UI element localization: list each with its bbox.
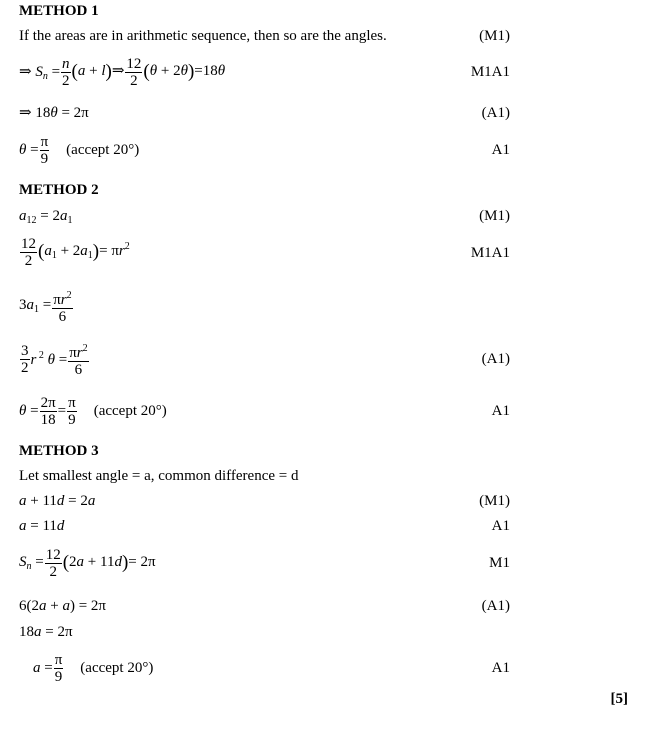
method-1-line-1: If the areas are in arithmetic sequence, then so are the angles. [19,28,387,44]
method-2-theta-result: θ = $\frac{2\pi}{18}$ = $\frac{\pi}{9}$ (accept 20°) [19,394,167,428]
method-2-line-3: $3a_1$ = $\frac{\pi r^2}{6}$ [19,289,72,325]
method-3-line-3: a = 11d [19,518,65,534]
method-3-line-2: a + 11d = 2a [19,493,96,509]
mark: (M1) [479,208,510,224]
mark: A1 [491,518,510,534]
method-3-a-result: a = $\frac{\pi}{9}$ (accept 20°) [33,651,154,685]
mark: A1 [491,142,510,158]
method-2-line-1: $a_{12} = 2a_1$ [19,208,73,226]
method-2-line-2: $\frac{12}{2}$ $(a_1 + 2a_1)= \pi r^2$ [21,235,130,269]
mark: (A1) [481,105,510,121]
mark: (M1) [479,28,510,44]
mark: (A1) [481,598,510,614]
mark: A1 [491,403,510,419]
method-2-line-4: $\frac{3}{2}$ r $^2$ θ = $\frac{\pi r^2}{6}$ [21,342,88,378]
method-2-heading: METHOD 2 [19,182,99,198]
mark: M1 [489,555,510,571]
method-3-sum-equation: $S_n$ = $\frac{12}{2}$ (2a + 11d)= 2π [19,546,156,580]
method-3-line-5: 6(2a + a) = 2π [19,598,106,614]
method-1-heading: METHOD 1 [19,3,99,19]
mark: A1 [491,660,510,676]
mark: M1A1 [470,245,510,261]
method-3-line-1: Let smallest angle = a, common difference = d [19,468,299,484]
method-1-sum-equation: ⇒ $S_n$ = $\frac{n}{2}$ (a + l)⇒ $\frac{12}{2}$ (θ + 2θ)=18θ [19,55,226,89]
method-1-theta-result: θ = $\frac{\pi}{9}$ (accept 20°) [19,133,140,167]
total-marks: [5] [610,691,628,707]
mark: (M1) [479,493,510,509]
method-1-line-3: ⇒ 18θ = 2π [19,105,89,121]
method-3-heading: METHOD 3 [19,443,99,459]
mark: (A1) [481,351,510,367]
mark: M1A1 [470,64,510,80]
method-3-line-6: 18a = 2π [19,624,73,640]
